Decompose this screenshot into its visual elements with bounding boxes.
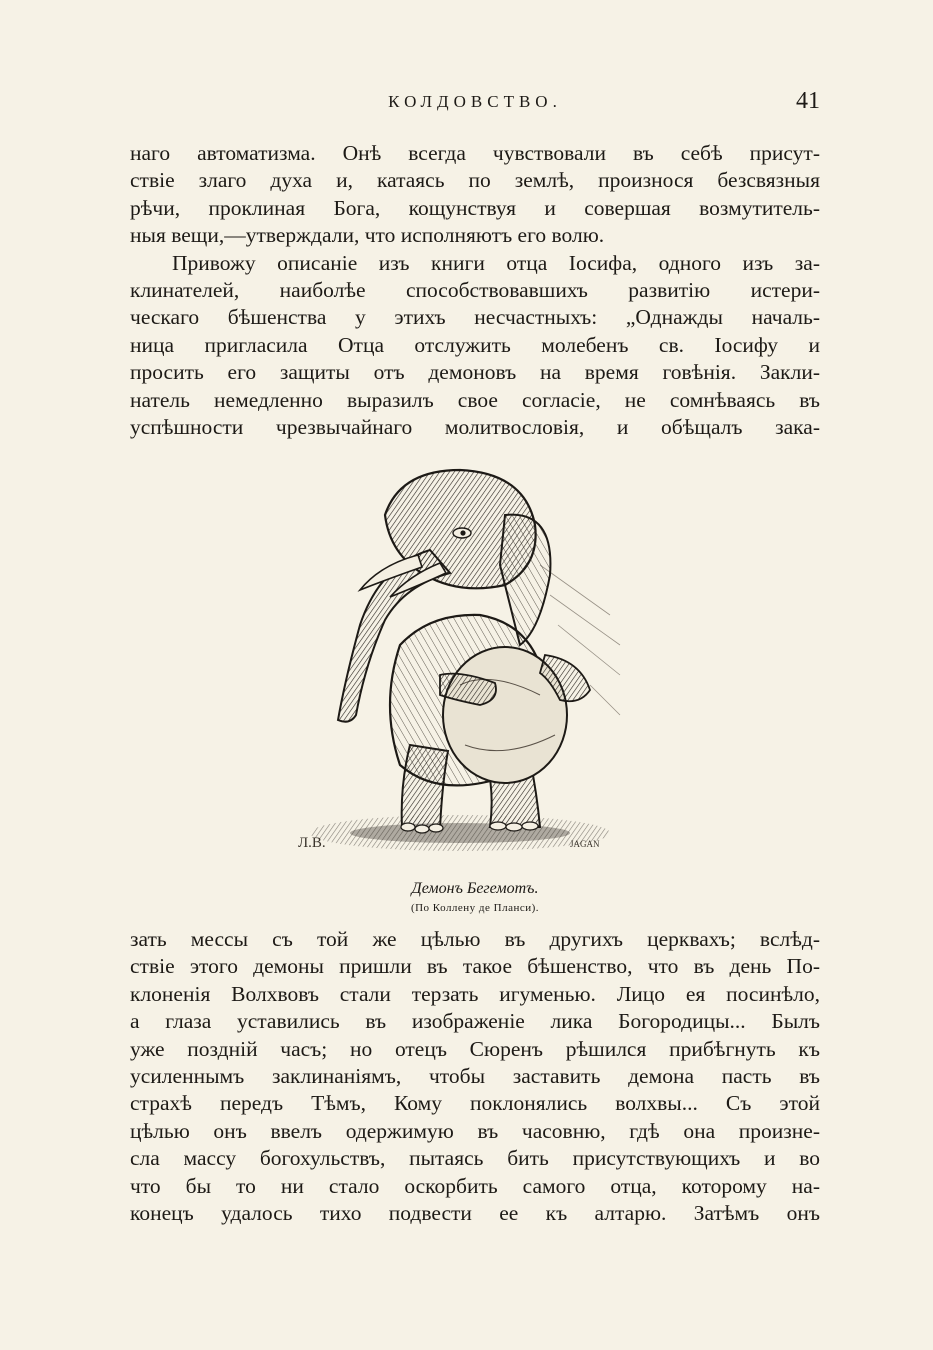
signature-left: Л.В. bbox=[298, 835, 326, 851]
text-line: что бы то ни стало оскорбить самого отца, которому на- bbox=[130, 1173, 820, 1198]
page-number: 41 bbox=[796, 88, 820, 114]
demon-behemoth-illustration bbox=[290, 455, 630, 865]
text-line: а глаза уставились въ изображеніе лика Богородицы... Былъ bbox=[130, 1009, 820, 1034]
text-line: ствіе этого демоны пришли въ такое бѣшенство, что въ день По- bbox=[130, 954, 820, 979]
page-header bbox=[130, 88, 820, 122]
text-line: ствіе злаго духа и, катаясь по землѣ, произнося безсвязныя bbox=[130, 168, 820, 193]
text-line: сла массу богохульствъ, пытаясь бить присутствующихъ и во bbox=[130, 1146, 820, 1171]
text-line: натель немедленно выразилъ свое согласіе, не сомнѣваясь въ bbox=[130, 387, 820, 412]
text-line: уже поздній часъ; но отецъ Сюренъ рѣшился прибѣгнуть къ bbox=[130, 1036, 820, 1061]
text-line: ныя вещи,—утверждали, что исполняютъ его волю. bbox=[130, 223, 605, 248]
paragraph-top bbox=[130, 140, 820, 441]
text-line: Привожу описаніе изъ книги отца Іосифа, одного изъ за- bbox=[172, 250, 820, 275]
text-line: ческаго бѣшенства у этихъ несчастныхъ: „Однажды началь- bbox=[130, 305, 820, 330]
text-line: успѣшности чрезвычайнаго молитвословія, и обѣщалъ зака- bbox=[130, 415, 820, 440]
text-line: клоненія Волхвовъ стали терзать игуменью. Лицо ея посинѣло, bbox=[130, 981, 820, 1006]
running-title: КОЛДОВСТВО. bbox=[388, 92, 562, 111]
text-line: просить его защиты отъ демоновъ на время говѣнія. Закли- bbox=[130, 360, 820, 385]
text-line: страхѣ передъ Тѣмъ, Кому поклонялись волхвы... Съ этой bbox=[130, 1091, 820, 1116]
figure-caption-title: Демонъ Бегемотъ. bbox=[411, 880, 539, 897]
text-line: рѣчи, проклиная Бога, кощунствуя и совершая возмутитель- bbox=[130, 195, 820, 220]
text-line: наго автоматизма. Онѣ всегда чувствовали въ себѣ присут- bbox=[130, 141, 820, 165]
text-line: цѣлью онъ ввелъ одержимую въ часовню, гдѣ она произне- bbox=[130, 1118, 820, 1143]
signature-right: JAGAN bbox=[570, 839, 600, 849]
paragraph-bottom bbox=[130, 926, 820, 1227]
text-line: усиленнымъ заклинаніямъ, чтобы заставить демона пасть въ bbox=[130, 1064, 820, 1089]
text-line: ница пригласила Отца отслужить молебенъ св. Іосифу и bbox=[130, 332, 820, 357]
text-line: клинателей, наиболѣе способствовавшихъ развитію истери- bbox=[130, 278, 820, 303]
text-line: зать мессы съ той же цѣлью въ другихъ церквахъ; вслѣд- bbox=[130, 927, 820, 951]
figure-caption-source: (По Коллену де Планси). bbox=[410, 902, 540, 914]
text-line: конецъ удалось тихо подвести ее къ алтарю. Затѣмъ онъ bbox=[130, 1201, 820, 1226]
